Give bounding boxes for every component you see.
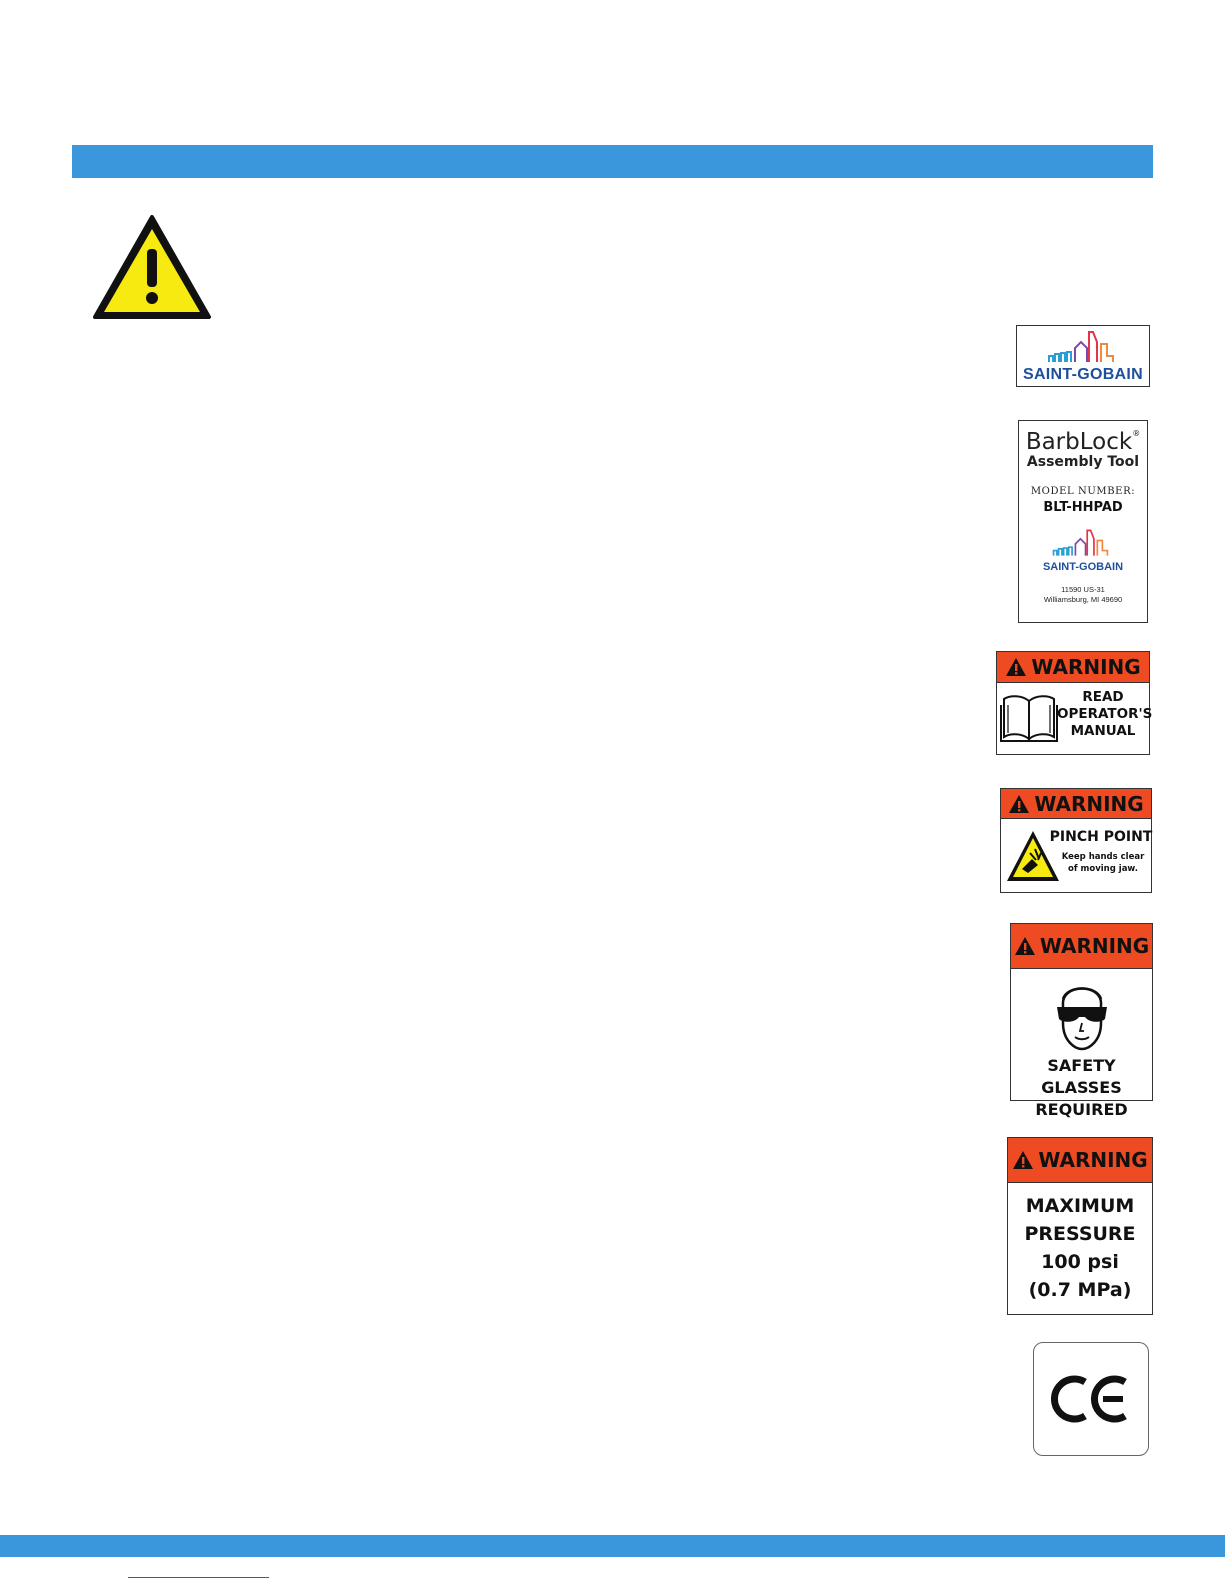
warning-triangle-icon <box>1008 794 1030 814</box>
safety-glasses-face-icon <box>1053 975 1111 1051</box>
warning-header: WARNING <box>1001 789 1151 819</box>
product-id-plate <box>1018 420 1148 623</box>
warning-header: WARNING <box>1008 1138 1152 1183</box>
section-header-bar <box>72 145 1153 178</box>
model-number-label: MODEL NUMBER: <box>1030 486 1136 497</box>
warning-text: Keep hands clear of moving jaw. <box>1061 852 1145 874</box>
saint-gobain-wordmark: SAINT-GOBAIN <box>1022 366 1144 383</box>
warning-pinch-point-label <box>1000 788 1152 893</box>
footer-bar <box>0 1535 1225 1557</box>
saint-gobain-logo <box>1016 325 1150 387</box>
warning-text: MAXIMUM PRESSURE 100 psi (0.7 MPa) <box>1024 1195 1136 1301</box>
warning-triangle-icon <box>1012 1150 1034 1170</box>
warning-triangle-icon <box>92 214 212 320</box>
warning-text: READ OPERATOR'S MANUAL <box>1057 689 1153 739</box>
model-number: BLT-HHPAD <box>1043 500 1123 515</box>
warning-title: PINCH POINT <box>1049 829 1153 845</box>
warning-max-pressure-label <box>1007 1137 1153 1315</box>
product-title: BarbLock® <box>1025 429 1141 455</box>
open-book-icon <box>1000 691 1058 745</box>
warning-safety-glasses-label <box>1010 923 1153 1119</box>
saint-gobain-logo <box>1019 527 1147 575</box>
warning-triangle-icon <box>1005 657 1027 677</box>
warning-read-manual-label <box>996 651 1153 755</box>
product-subtitle: Assembly Tool <box>1026 454 1140 470</box>
warning-text: SAFETY GLASSES REQUIRED <box>1035 1056 1128 1119</box>
manufacturer-address: 11590 US-31 Williamsburg, MI 49690 <box>1043 585 1123 604</box>
warning-header: WARNING <box>997 652 1149 683</box>
warning-triangle-icon <box>1014 936 1036 956</box>
warning-header: WARNING <box>1011 924 1152 969</box>
footer-link-underline <box>128 1577 269 1578</box>
ce-mark-icon <box>1033 1342 1149 1456</box>
saint-gobain-wordmark: SAINT-GOBAIN <box>1042 561 1124 573</box>
